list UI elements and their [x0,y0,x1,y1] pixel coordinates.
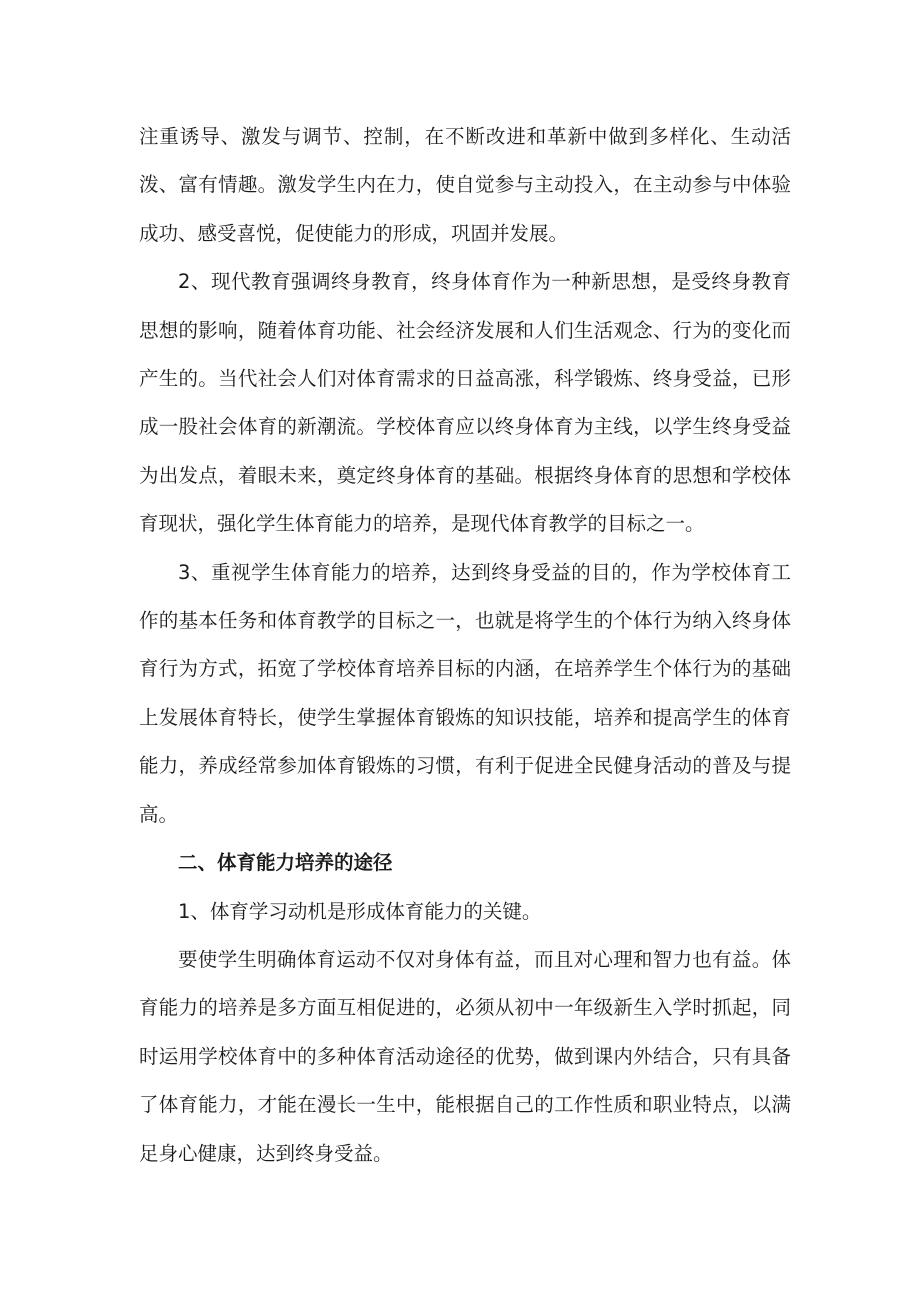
paragraph-ability-training: 3、重视学生体育能力的培养，达到终身受益的目的，作为学校体育工作的基本任务和体育教学的目标之一，也就是将学生的个体行为纳入终身体育行为方式，拓宽了学校体育培养目标的内涵，在培养学生个体行为的基础上发展体育特长，使学生掌握体育锻炼的知识技能，培养和提高学生的体育能力，养成经常参加体育锻炼的习惯，有利于促进全民健身活动的普及与提高。 [139,560,791,826]
paragraph-continuation: 注重诱导、激发与调节、控制，在不断改进和革新中做到多样化、生动活泼、富有情趣。激发学生内在力，使自觉参与主动投入，在主动参与中体验成功、感受喜悦，促使能力的形成，巩固并发展。 [139,125,791,245]
paragraph-lifelong-education: 2、现代教育强调终身教育，终身体育作为一种新思想，是受终身教育思想的影响，随着体育功能、社会经济发展和人们生活观念、行为的变化而产生的。当代社会人们对体育需求的日益高涨，科学锻炼、终身受益，已形成一股社会体育的新潮流。学校体育应以终身体育为主线，以学生终身受益为出发点，着眼未来，奠定终身体育的基础。根据终身体育的思想和学校体育现状，强化学生体育能力的培养，是现代体育教学的目标之一。 [139,270,791,536]
paragraph-motivation-point: 1、体育学习动机是形成体育能力的关键。 [178,899,542,923]
document-page [139,113,791,1178]
section-heading: 二、体育能力培养的途径 [178,851,393,875]
paragraph-motivation-detail: 要使学生明确体育运动不仅对身体有益，而且对心理和智力也有益。体育能力的培养是多方面互相促进的，必须从初中一年级新生入学时抓起，同时运用学校体育中的多种体育活动途径的优势，做到课内外结合，只有具备了体育能力，才能在漫长一生中，能根据自己的工作性质和职业特点，以满足身心健康，达到终身受益。 [139,947,791,1165]
